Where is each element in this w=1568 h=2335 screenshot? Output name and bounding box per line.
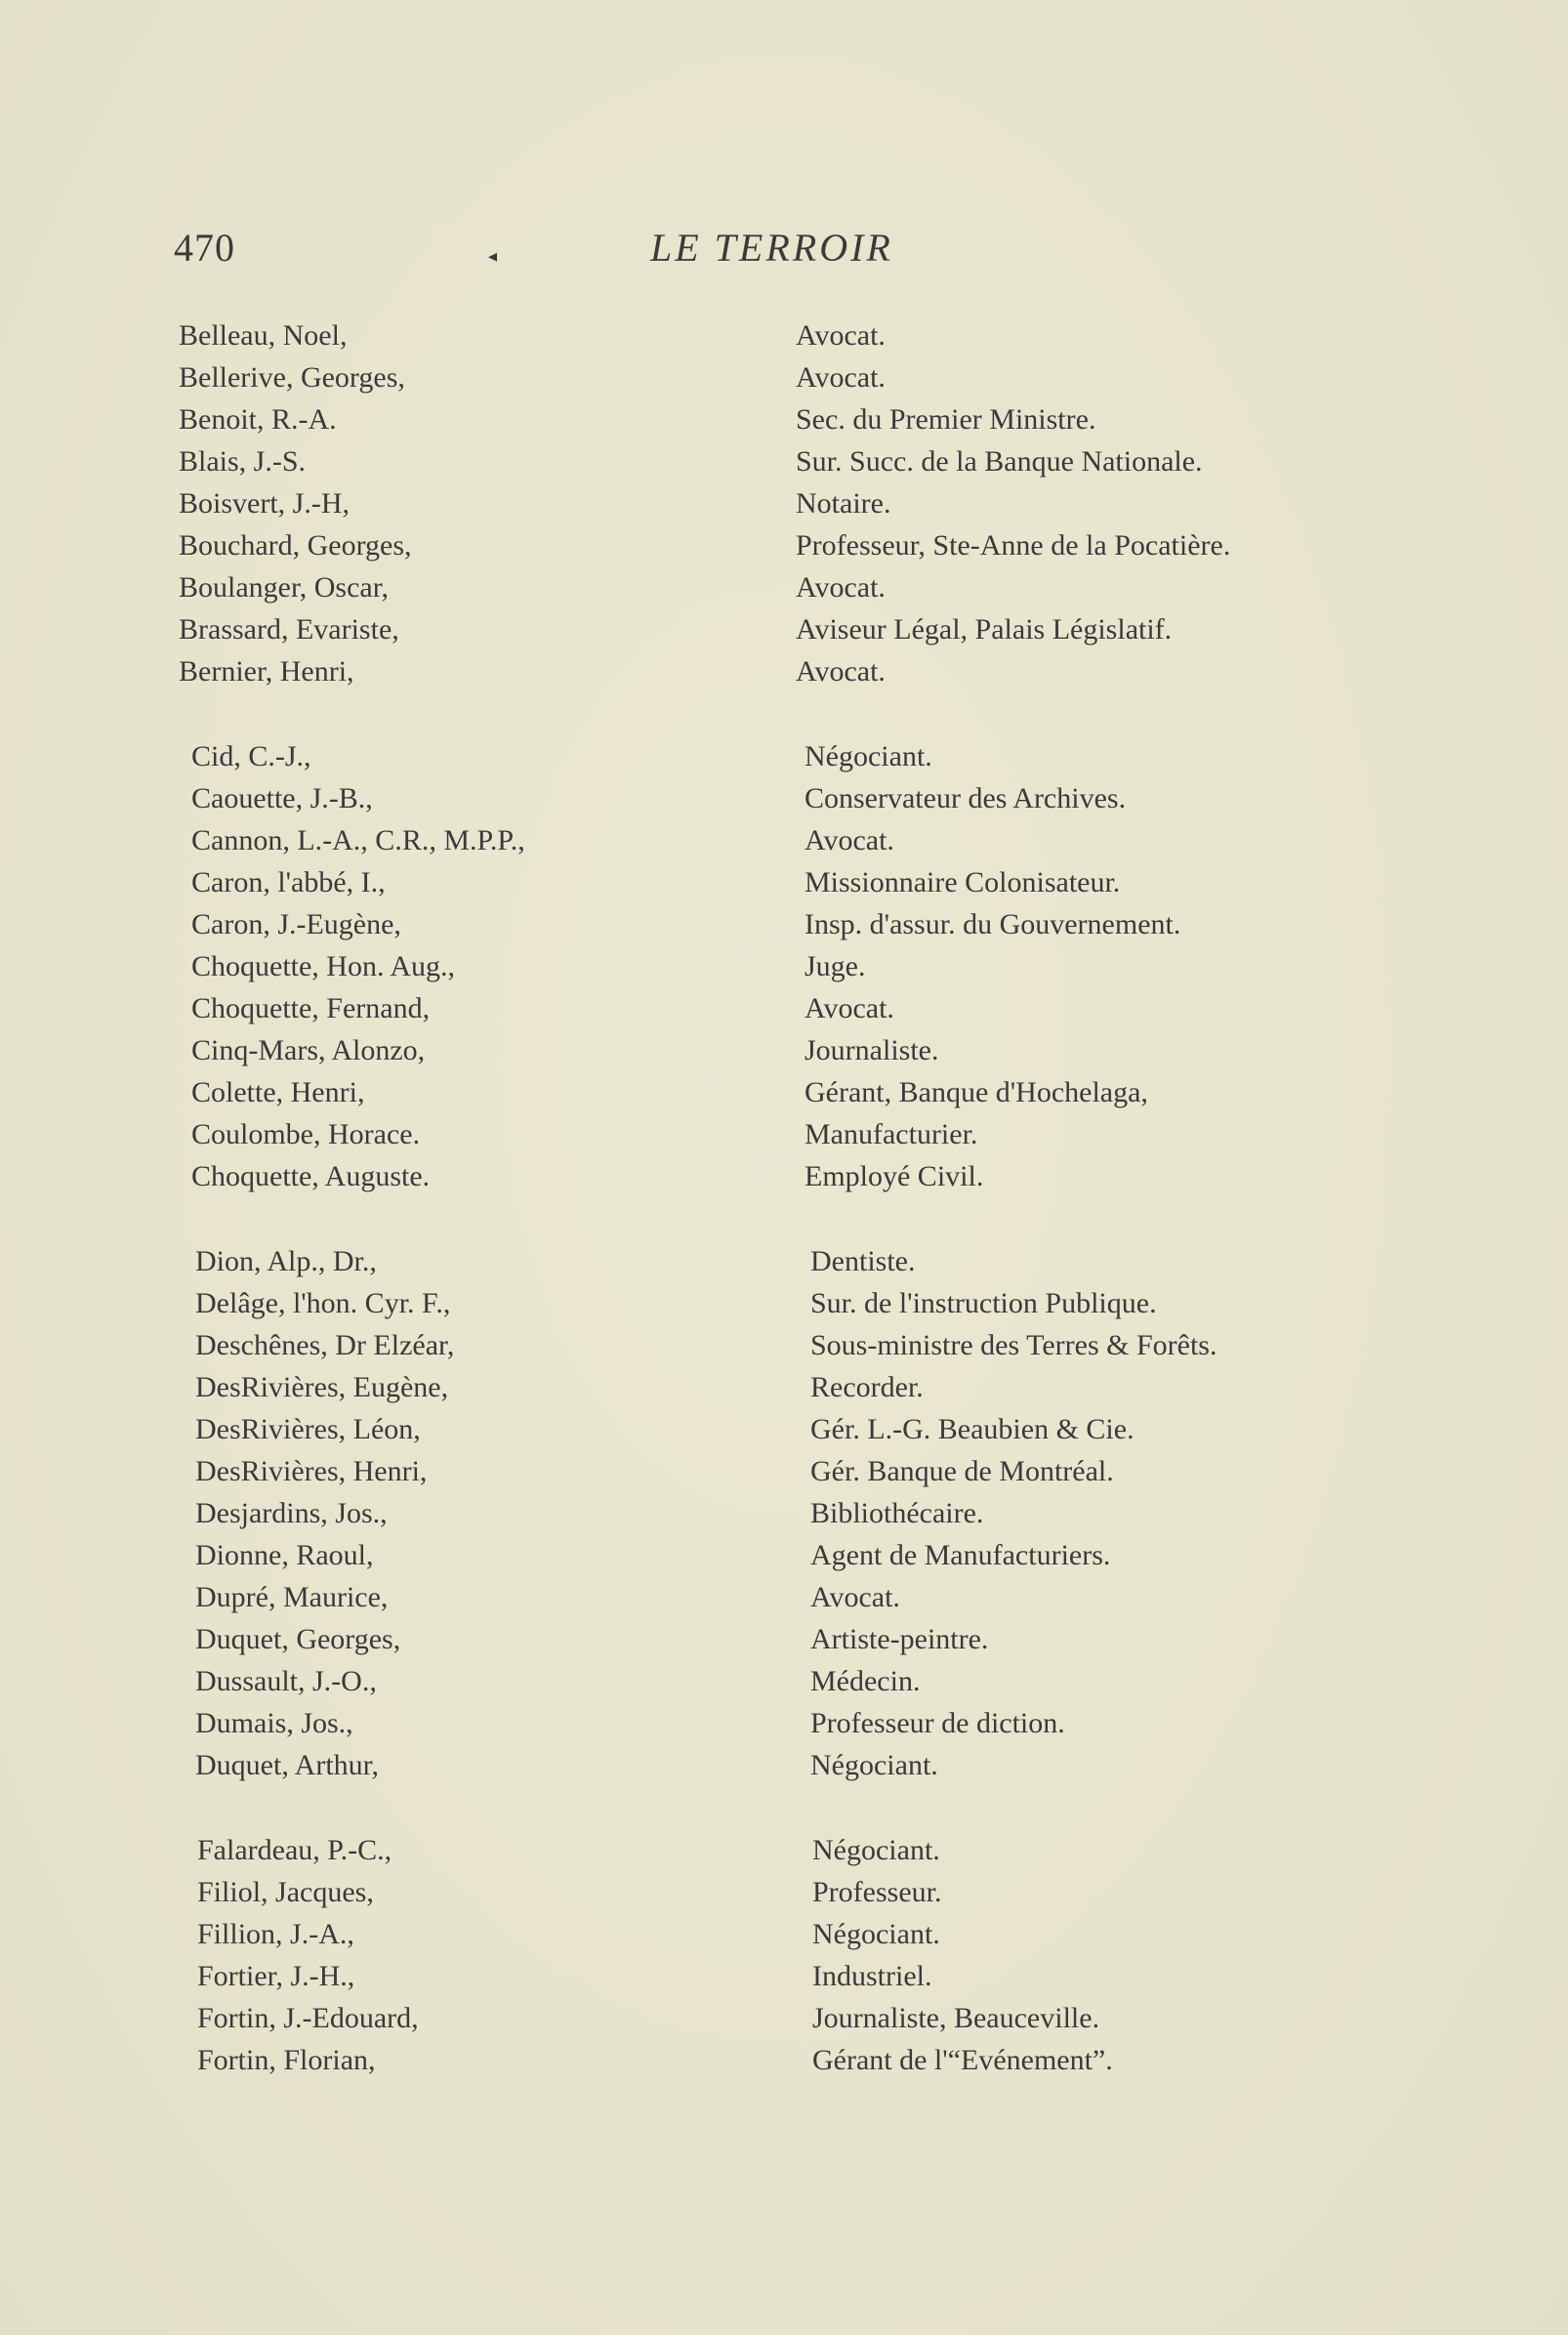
entry-name: Bernier, Henri, <box>179 655 354 688</box>
directory-entry <box>0 1997 1568 2039</box>
entry-occupation: Manufacturier. <box>805 1118 978 1150</box>
entry-name: Fortin, Florian, <box>197 2044 376 2076</box>
entry-occupation: Gér. L.-G. Beaubien & Cie. <box>810 1413 1135 1445</box>
directory-entry <box>0 945 1568 987</box>
entry-occupation: Gér. Banque de Montréal. <box>810 1455 1114 1487</box>
directory-entry <box>0 566 1568 608</box>
directory-entry <box>0 482 1568 524</box>
entry-occupation: Négociant. <box>812 1918 940 1950</box>
directory-entry <box>0 987 1568 1029</box>
entry-name: Caron, l'abbé, I., <box>191 866 386 898</box>
entry-occupation: Sur. de l'instruction Publique. <box>810 1287 1157 1319</box>
directory-entry <box>0 314 1568 356</box>
entry-name: Fortin, J.-Edouard, <box>197 2002 419 2034</box>
directory-entry <box>0 819 1568 861</box>
entry-occupation: Négociant. <box>812 1834 940 1866</box>
entry-name: Coulombe, Horace. <box>191 1118 421 1150</box>
entry-occupation: Sec. du Premier Ministre. <box>796 403 1096 436</box>
running-title: LE TERROIR <box>650 226 893 270</box>
entry-occupation: Industriel. <box>812 1960 932 1992</box>
entry-occupation: Négociant. <box>805 740 932 772</box>
directory-group-d <box>0 1240 1568 1786</box>
entry-occupation: Professeur de diction. <box>810 1707 1065 1739</box>
entry-name: Dion, Alp., Dr., <box>195 1245 377 1277</box>
directory-group-f <box>0 1829 1568 2081</box>
entry-name: Cid, C.-J., <box>191 740 311 772</box>
entry-occupation: Journaliste, Beauceville. <box>812 2002 1100 2034</box>
entry-name: Cannon, L.-A., C.R., M.P.P., <box>191 824 525 856</box>
entry-name: Duquet, Arthur, <box>195 1749 379 1781</box>
entry-occupation: Professeur. <box>812 1876 942 1908</box>
directory-entry <box>0 1366 1568 1408</box>
entry-name: Dussault, J.-O., <box>195 1665 377 1697</box>
entry-occupation: Conservateur des Archives. <box>805 782 1127 814</box>
directory-group-b <box>0 314 1568 692</box>
entry-name: Choquette, Hon. Aug., <box>191 950 455 982</box>
entry-occupation: Bibliothécaire. <box>810 1497 984 1529</box>
directory-entry <box>0 1492 1568 1534</box>
entry-name: Dionne, Raoul, <box>195 1539 374 1571</box>
entry-occupation: Notaire. <box>796 487 891 520</box>
directory-list <box>0 314 1568 2124</box>
entry-occupation: Avocat. <box>796 571 886 604</box>
entry-name: Deschênes, Dr Elzéar, <box>195 1329 455 1361</box>
directory-entry <box>0 1408 1568 1450</box>
directory-entry <box>0 1071 1568 1113</box>
entry-name: Bouchard, Georges, <box>179 529 412 562</box>
directory-entry <box>0 861 1568 903</box>
directory-entry <box>0 440 1568 482</box>
entry-occupation: Recorder. <box>810 1371 924 1403</box>
directory-entry <box>0 1029 1568 1071</box>
directory-entry <box>0 2039 1568 2081</box>
entry-occupation: Avocat. <box>796 319 886 352</box>
directory-entry <box>0 524 1568 566</box>
directory-entry <box>0 1324 1568 1366</box>
entry-occupation: Avocat. <box>810 1581 900 1613</box>
entry-name: Boulanger, Oscar, <box>179 571 390 604</box>
directory-entry <box>0 1871 1568 1913</box>
entry-occupation: Gérant de l'“Evénement”. <box>812 2044 1113 2076</box>
directory-group-c <box>0 735 1568 1197</box>
entry-occupation: Journaliste. <box>805 1034 939 1066</box>
entry-name: Delâge, l'hon. Cyr. F., <box>195 1287 451 1319</box>
entry-name: Colette, Henri, <box>191 1076 365 1108</box>
entry-occupation: Sous-ministre des Terres & Forêts. <box>810 1329 1217 1361</box>
entry-name: DesRivières, Henri, <box>195 1455 428 1487</box>
directory-entry <box>0 650 1568 692</box>
entry-name: Dupré, Maurice, <box>195 1581 389 1613</box>
entry-occupation: Gérant, Banque d'Hochelaga, <box>805 1076 1148 1108</box>
directory-entry <box>0 1534 1568 1576</box>
directory-entry <box>0 356 1568 398</box>
entry-name: Benoit, R.-A. <box>179 403 337 436</box>
directory-entry <box>0 1660 1568 1702</box>
entry-name: DesRivières, Eugène, <box>195 1371 449 1403</box>
entry-occupation: Insp. d'assur. du Gouvernement. <box>805 908 1181 940</box>
entry-occupation: Artiste-peintre. <box>810 1623 989 1655</box>
entry-name: Boisvert, J.-H, <box>179 487 350 520</box>
entry-name: Cinq-Mars, Alonzo, <box>191 1034 426 1066</box>
entry-name: Choquette, Fernand, <box>191 992 431 1024</box>
printer-mark: ◂ <box>488 246 498 266</box>
entry-occupation: Médecin. <box>810 1665 921 1697</box>
directory-entry <box>0 1955 1568 1997</box>
entry-occupation: Professeur, Ste-Anne de la Pocatière. <box>796 529 1231 562</box>
page-header <box>174 225 1394 283</box>
entry-occupation: Dentiste. <box>810 1245 916 1277</box>
entry-occupation: Sur. Succ. de la Banque Nationale. <box>796 445 1203 478</box>
entry-occupation: Avocat. <box>805 824 894 856</box>
entry-occupation: Agent de Manufacturiers. <box>810 1539 1111 1571</box>
entry-name: Desjardins, Jos., <box>195 1497 388 1529</box>
directory-entry <box>0 735 1568 777</box>
entry-name: Fillion, J.-A., <box>197 1918 354 1950</box>
entry-name: Belleau, Noel, <box>179 319 348 352</box>
entry-name: Blais, J.-S. <box>179 445 307 478</box>
entry-occupation: Négociant. <box>810 1749 938 1781</box>
directory-entry <box>0 1576 1568 1618</box>
page-number: 470 <box>174 226 235 270</box>
entry-name: Fortier, J.-H., <box>197 1960 355 1992</box>
entry-name: Caron, J.-Eugène, <box>191 908 401 940</box>
directory-entry <box>0 1282 1568 1324</box>
directory-entry <box>0 608 1568 650</box>
directory-entry <box>0 1450 1568 1492</box>
entry-occupation: Employé Civil. <box>805 1160 984 1192</box>
directory-entry <box>0 777 1568 819</box>
entry-name: Choquette, Auguste. <box>191 1160 431 1192</box>
entry-occupation: Avocat. <box>796 655 886 688</box>
entry-occupation: Missionnaire Colonisateur. <box>805 866 1121 898</box>
entry-name: DesRivières, Léon, <box>195 1413 421 1445</box>
directory-entry <box>0 1155 1568 1197</box>
entry-name: Caouette, J.-B., <box>191 782 373 814</box>
directory-entry <box>0 1113 1568 1155</box>
entry-occupation: Juge. <box>805 950 866 982</box>
directory-entry <box>0 1744 1568 1786</box>
entry-occupation: Avocat. <box>796 361 886 394</box>
directory-entry <box>0 1829 1568 1871</box>
entry-name: Bellerive, Georges, <box>179 361 405 394</box>
directory-entry <box>0 1913 1568 1955</box>
directory-entry <box>0 1618 1568 1660</box>
entry-name: Falardeau, P.-C., <box>197 1834 392 1866</box>
directory-entry <box>0 398 1568 440</box>
directory-entry <box>0 1240 1568 1282</box>
entry-name: Duquet, Georges, <box>195 1623 401 1655</box>
entry-name: Brassard, Evariste, <box>179 613 399 646</box>
entry-occupation: Avocat. <box>805 992 894 1024</box>
entry-name: Dumais, Jos., <box>195 1707 353 1739</box>
entry-name: Filiol, Jacques, <box>197 1876 374 1908</box>
directory-entry <box>0 903 1568 945</box>
entry-occupation: Aviseur Légal, Palais Législatif. <box>796 613 1173 646</box>
directory-entry <box>0 1702 1568 1744</box>
